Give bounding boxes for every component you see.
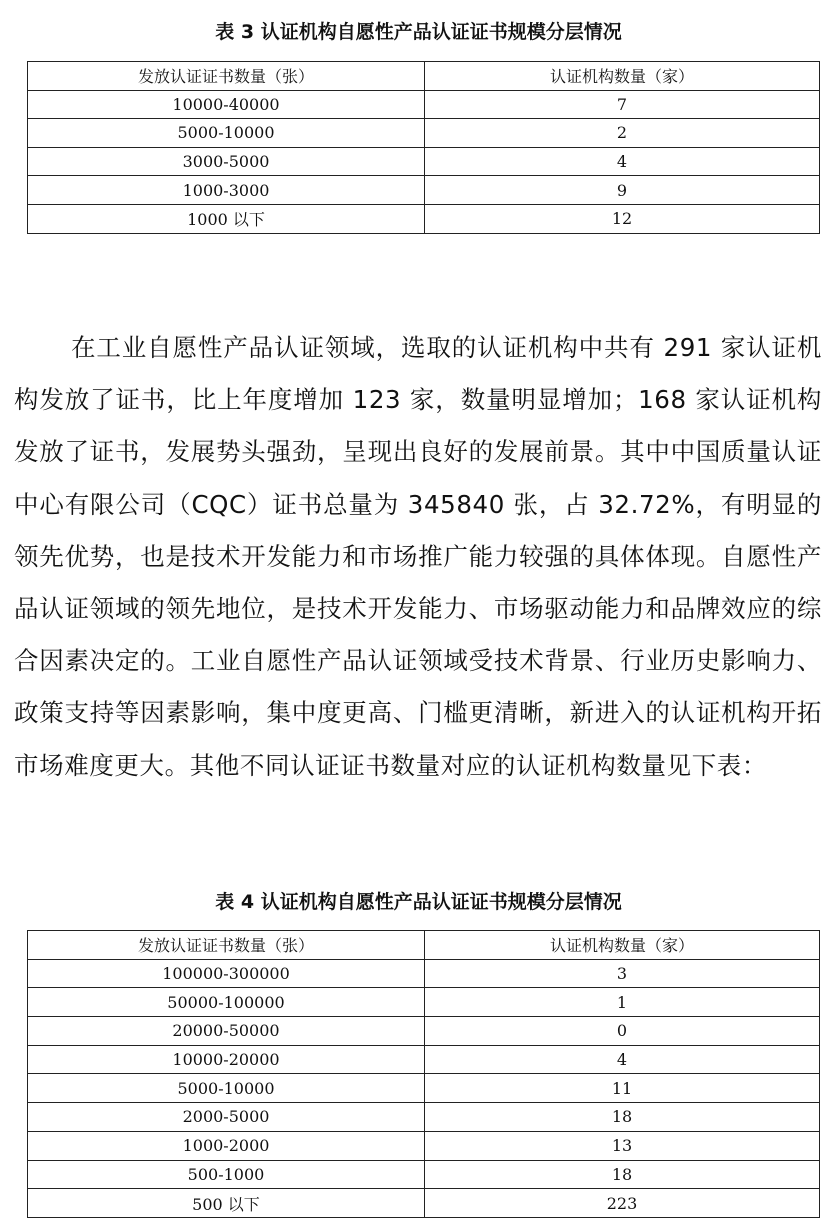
cell-count: 12: [425, 204, 820, 233]
table-row: [28, 1131, 820, 1160]
cell-count: 1: [425, 988, 820, 1017]
cell-range: 500-1000: [28, 1160, 425, 1189]
cell-count: 11: [425, 1074, 820, 1103]
table-4: [27, 930, 820, 1218]
table-row: [28, 1103, 820, 1132]
table-row: [28, 1160, 820, 1189]
table-header-row: [28, 62, 820, 91]
table-3-caption: 表 3 认证机构自愿性产品认证证书规模分层情况: [215, 21, 622, 43]
table-row: [28, 1017, 820, 1046]
cell-range: 10000-40000: [28, 90, 425, 119]
cell-range: 10000-20000: [28, 1045, 425, 1074]
header-cell-institutions: 认证机构数量（家）: [425, 931, 820, 960]
cell-range: 1000-2000: [28, 1131, 425, 1160]
cell-range: 500 以下: [28, 1189, 425, 1218]
table-row: [28, 1074, 820, 1103]
cell-count: 0: [425, 1017, 820, 1046]
cell-count: 18: [425, 1103, 820, 1132]
body-paragraph: 在工业自愿性产品认证领域，选取的认证机构中共有 291 家认证机构发放了证书，比上年度增加 123 家，数量明显增加；168 家认证机构发放了证书，发展势头强劲，呈现出良好的发展前景。其中中国质量认证中心有限公司（CQC）证书总量为 345840 张，占 32.72%，有明显的领先优势，也是技术开发能力和市场推广能力较强的具体体现。自愿性产品认证领域的领先地位，是技术开发能力、市场驱动能力和品牌效应的综合因素决定的。工业自愿性产品认证领域受技术背景、行业历史影响力、政策支持等因素影响，集中度更高、门槛更清晰，新进入的认证机构开拓市场难度更大。其他不同认证证书数量对应的认证机构数量见下表：: [14, 333, 822, 780]
table-header-row: [28, 931, 820, 960]
table-row: [28, 1189, 820, 1218]
cell-range: 20000-50000: [28, 1017, 425, 1046]
cell-count: 4: [425, 1045, 820, 1074]
table-row: [28, 90, 820, 119]
cell-count: 9: [425, 176, 820, 205]
cell-range: 2000-5000: [28, 1103, 425, 1132]
header-cell-certificates: 发放认证证书数量（张）: [28, 931, 425, 960]
table-row: [28, 959, 820, 988]
table-row: [28, 147, 820, 176]
cell-count: 3: [425, 959, 820, 988]
table-row: [28, 119, 820, 148]
table-3: [27, 61, 820, 234]
cell-count: 4: [425, 147, 820, 176]
table-4-caption: 表 4 认证机构自愿性产品认证证书规模分层情况: [215, 891, 622, 913]
cell-range: 3000-5000: [28, 147, 425, 176]
cell-range: 1000 以下: [28, 204, 425, 233]
cell-range: 5000-10000: [28, 119, 425, 148]
cell-range: 50000-100000: [28, 988, 425, 1017]
cell-range: 1000-3000: [28, 176, 425, 205]
table-row: [28, 1045, 820, 1074]
header-cell-institutions: 认证机构数量（家）: [425, 62, 820, 91]
cell-count: 223: [425, 1189, 820, 1218]
cell-count: 13: [425, 1131, 820, 1160]
cell-range: 100000-300000: [28, 959, 425, 988]
cell-count: 2: [425, 119, 820, 148]
table-row: [28, 988, 820, 1017]
table-row: [28, 204, 820, 233]
cell-count: 7: [425, 90, 820, 119]
cell-count: 18: [425, 1160, 820, 1189]
cell-range: 5000-10000: [28, 1074, 425, 1103]
table-row: [28, 176, 820, 205]
header-cell-certificates: 发放认证证书数量（张）: [28, 62, 425, 91]
